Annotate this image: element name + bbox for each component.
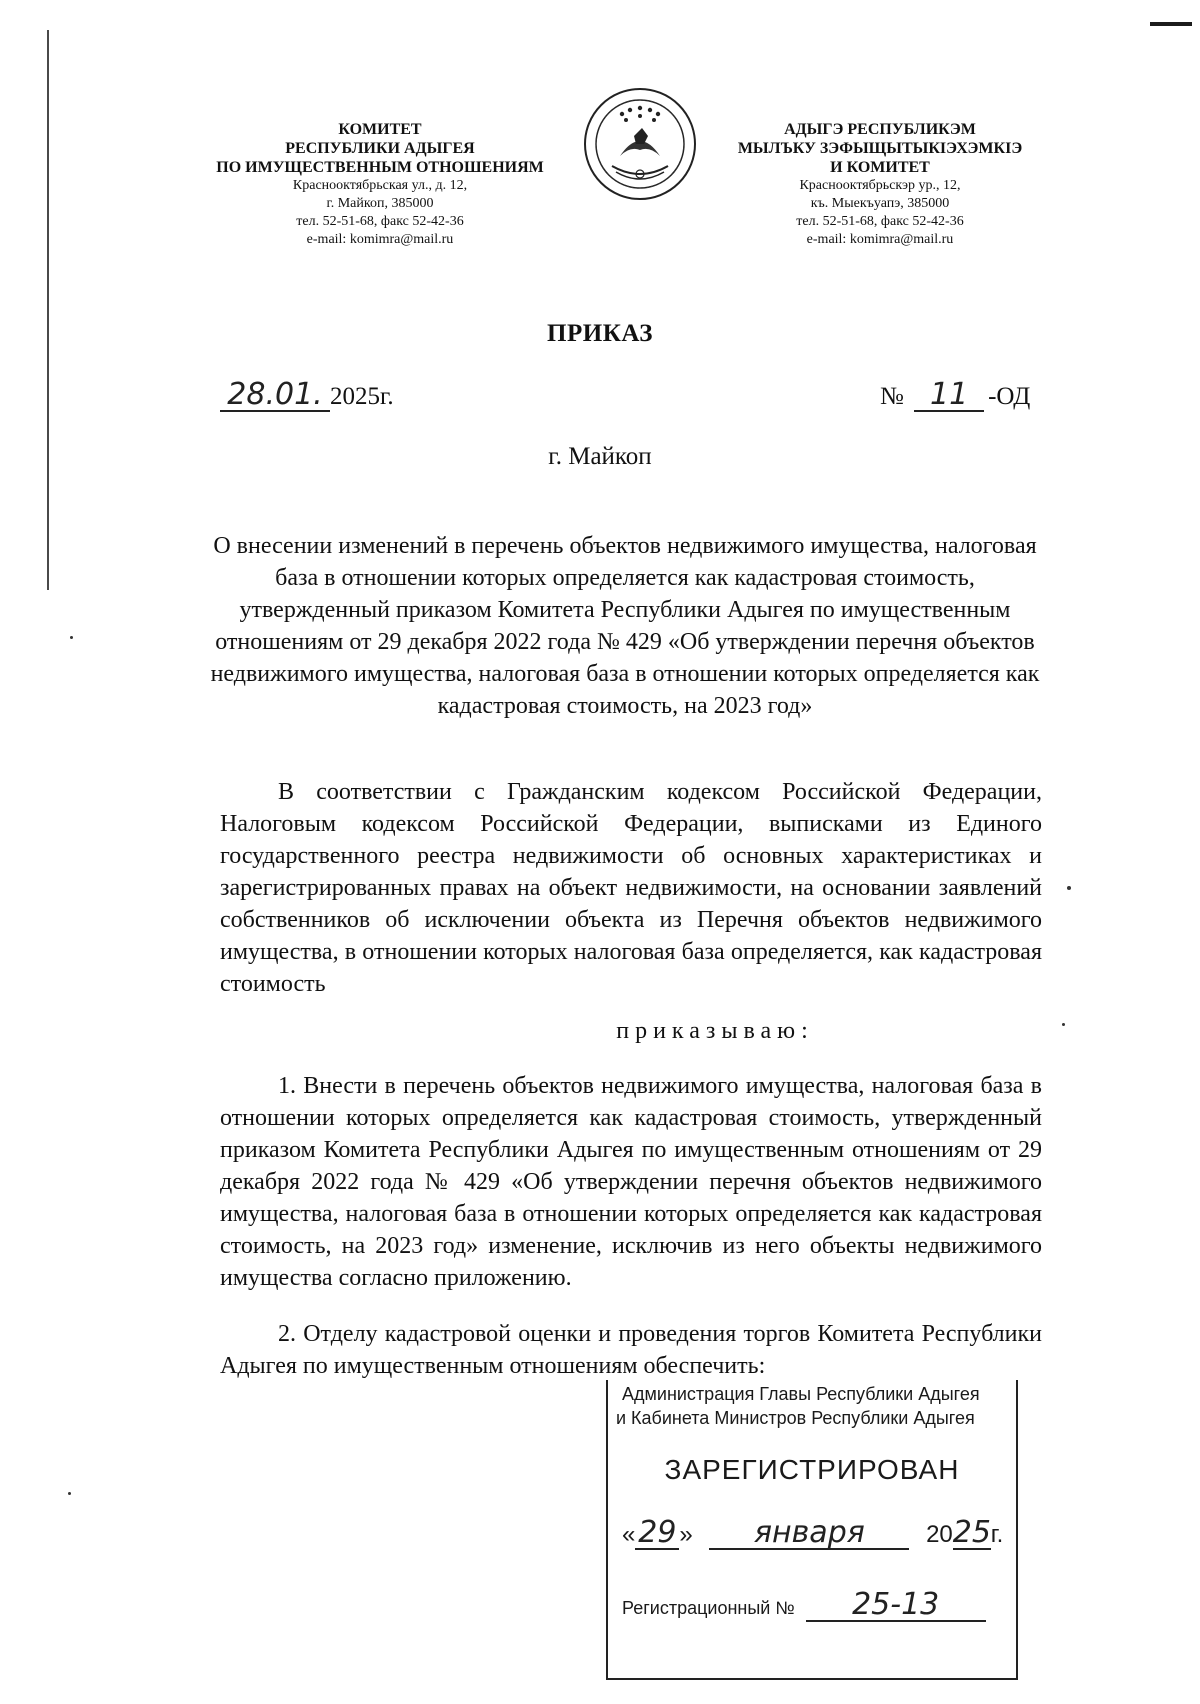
- stamp-org-line1: Администрация Главы Республики Адыгея: [622, 1384, 980, 1404]
- scan-speck: [1067, 886, 1071, 890]
- header-right-line2: МЫЛЪКУ ЗЭФЫЩЫТЫКIЭХЭМКIЭ: [737, 140, 1023, 157]
- coat-of-arms-emblem: [582, 86, 698, 202]
- city: г. Майкоп: [548, 443, 652, 470]
- stamp-reg-number: [622, 1587, 986, 1622]
- number-sign: №: [880, 383, 904, 410]
- scan-edge-line: [47, 30, 49, 590]
- order-date: [220, 377, 394, 412]
- header-right-line3: И КОМИТЕТ: [830, 159, 930, 176]
- stamp-date: [622, 1515, 1004, 1550]
- header-left: [200, 120, 560, 249]
- header-left-phone: тел. 52-51-68, факс 52-42-36: [296, 214, 464, 229]
- order-subject: О внесении изменений в перечень объектов недвижимого имущества, налоговая база в отношении которых определяется как кадастровая стоимость, утвержденный приказом Комитета Республики Адыгея по имущественным отношениям от 29 декабря 2022 года № 429 «Об утверждении перечня объектов недвижимого имущества, налоговая база в отношении которых определяется как кадастровая стоимость, на 2023 год»: [210, 533, 1040, 719]
- header-right-address2: къ. Мыекъуапэ, 385000: [810, 196, 950, 211]
- handwritten-date: 28.01.: [220, 380, 330, 412]
- scan-mark: [1150, 22, 1192, 26]
- header-left-line2: РЕСПУБЛИКИ АДЫГЕЯ: [285, 140, 475, 157]
- header-right-email: e-mail: komimra@mail.ru: [806, 232, 954, 247]
- header-left-address1: Краснооктябрьская ул., д. 12,: [292, 178, 468, 193]
- stamp-day: 29: [635, 1518, 679, 1550]
- stamp-close-quote: »: [679, 1521, 693, 1548]
- stamp-registered: ЗАРЕГИСТРИРОВАН: [664, 1454, 960, 1485]
- stamp-year: 25: [952, 1515, 991, 1550]
- header-left-line1: КОМИТЕТ: [338, 121, 422, 138]
- header-right: [700, 120, 1060, 249]
- order-number: [880, 377, 1031, 412]
- registration-stamp: [606, 1380, 1018, 1680]
- header-right-phone: тел. 52-51-68, факс 52-42-36: [796, 214, 964, 229]
- stamp-month: января: [709, 1518, 909, 1550]
- date-year: 2025г.: [330, 383, 394, 410]
- order-item-1: 1. Внести в перечень объектов недвижимого имущества, налоговая база в отношении которых определяется как кадастровая стоимость, утвержденный приказом Комитета Республики Адыгея по имущественным отношениям от 29 декабря 2022 года № 429 «Об утверждении перечня объектов недвижимого имущества, налоговая база в отношении которых определяется как кадастровая стоимость, на 2023 год» изменение, исключив из него объекты недвижимого имущества согласно приложению.: [220, 1073, 1042, 1291]
- header-right-address1: Краснооктябрьскэр ур., 12,: [799, 178, 961, 193]
- scan-speck: [68, 1492, 71, 1495]
- header-left-line3: ПО ИМУЩЕСТВЕННЫМ ОТНОШЕНИЯМ: [216, 159, 544, 176]
- stamp-reg-label: Регистрационный №: [622, 1598, 795, 1618]
- stamp-org-line2: и Кабинета Министров Республики Адыгея: [616, 1408, 975, 1428]
- stamp-reg-value: 25-13: [806, 1590, 986, 1622]
- document-title: ПРИКАЗ: [547, 320, 653, 347]
- header-left-email: e-mail: komimra@mail.ru: [306, 232, 454, 247]
- number-suffix: -ОД: [988, 383, 1031, 410]
- handwritten-number: 11: [914, 380, 984, 412]
- stamp-year-suffix: г.: [990, 1521, 1004, 1548]
- stamp-year-prefix: 20: [926, 1521, 953, 1548]
- scan-speck: [70, 636, 73, 639]
- header-left-address2: г. Майкоп, 385000: [326, 196, 434, 211]
- header-right-line1: АДЫГЭ РЕСПУБЛИКЭМ: [784, 121, 976, 138]
- order-item-2: 2. Отделу кадастровой оценки и проведения торгов Комитета Республики Адыгея по имущественным отношениям обеспечить:: [220, 1321, 1042, 1379]
- preamble-paragraph: В соответствии с Гражданским кодексом Российской Федерации, Налоговым кодексом Российской Федерации, выписками из Единого государственного реестра недвижимости об основных характеристиках и зарегистрированных правах на объект недвижимости, на основании заявлений собственников об исключении объекта из Перечня объектов недвижимого имущества, в отношении которых налоговая база определяется, как кадастровая стоимость: [220, 779, 1042, 997]
- order-word: приказываю:: [616, 1018, 814, 1044]
- stamp-open-quote: «: [622, 1521, 636, 1548]
